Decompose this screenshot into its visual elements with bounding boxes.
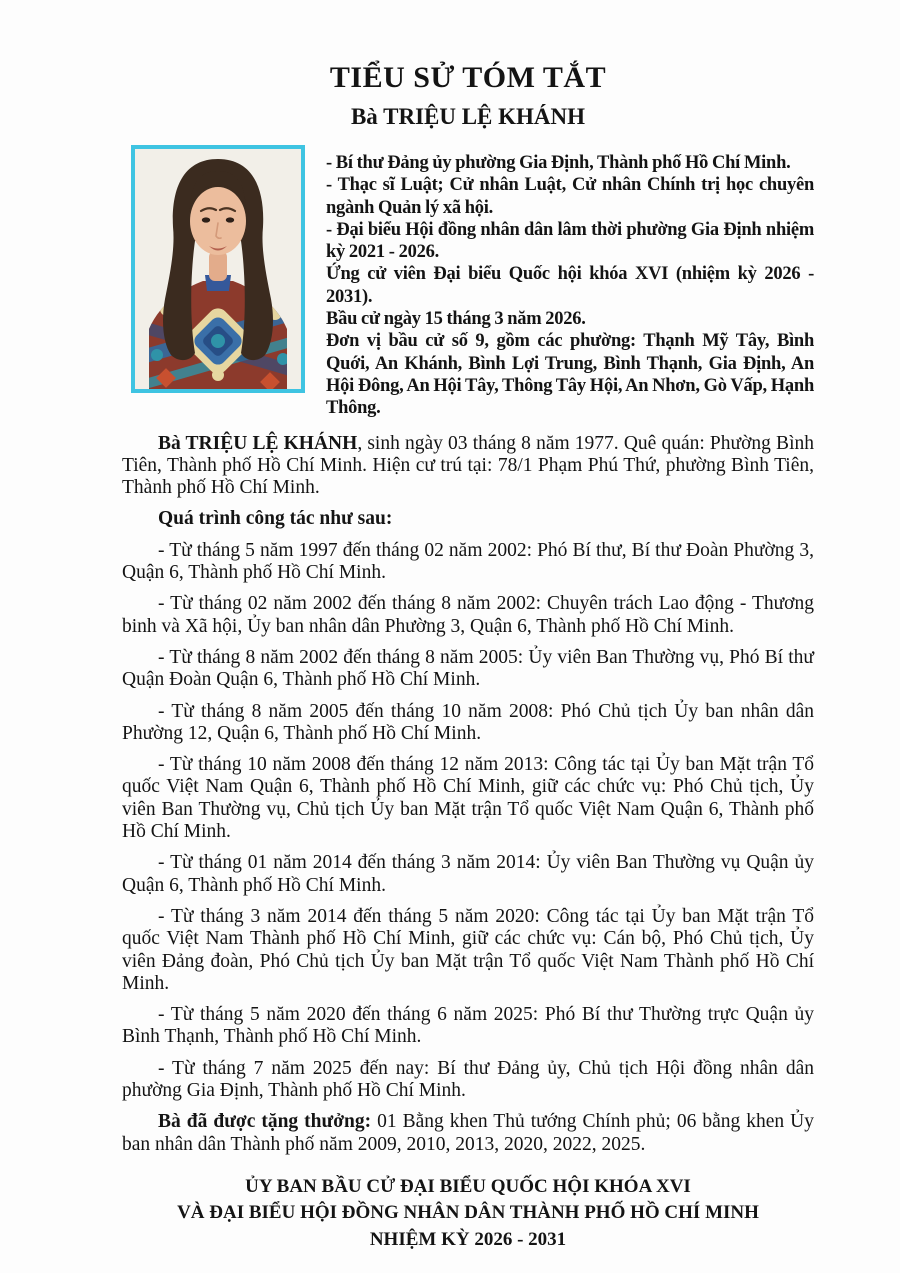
- career-heading: Quá trình công tác như sau:: [158, 508, 393, 530]
- career-entry: - Từ tháng 5 năm 1997 đến tháng 02 năm 2002: Phó Bí thư, Bí thư Đoàn Phường 3, Quận 6, Thành phố Hồ Chí Minh.: [122, 539, 814, 584]
- biography-section: [122, 433, 814, 1156]
- portrait-illustration: [135, 149, 301, 389]
- profile-line: - Thạc sĩ Luật; Cử nhân Luật, Cử nhân Chính trị học chuyên ngành Quản lý xã hội.: [326, 175, 814, 218]
- profile-line: Đơn vị bầu cử số 9, gồm các phường: Thạnh Mỹ Tây, Bình Quới, An Khánh, Bình Lợi Trung, Bình Thạnh, Gia Định, An Hội Đông, An Hội Tây, Thông Tây Hội, An Nhơn, Gò Vấp, Hạnh Thông.: [326, 331, 814, 419]
- footer-line: VÀ ĐẠI BIỂU HỘI ĐỒNG NHÂN DÂN THÀNH PHỐ HỒ CHÍ MINH: [177, 1202, 759, 1224]
- career-entry: - Từ tháng 3 năm 2014 đến tháng 5 năm 2020: Công tác tại Ủy ban Mặt trận Tổ quốc Việt Nam Thành phố Hồ Chí Minh, giữ các chức vụ: Cán bộ, Phó Chủ tịch, Ủy viên Đảng đoàn, Phó Chủ tịch Ủy ban Mặt trận Tổ quốc Việt Nam Thành phố Hồ Chí Minh.: [122, 905, 814, 994]
- career-entry: - Từ tháng 8 năm 2002 đến tháng 8 năm 2005: Ủy viên Ban Thường vụ, Phó Bí thư Quận Đoàn Quận 6, Thành phố Hồ Chí Minh.: [122, 646, 814, 691]
- career-entry: - Từ tháng 5 năm 2020 đến tháng 6 năm 2025: Phó Bí thư Thường trực Quận ủy Bình Thạnh, Thành phố Hồ Chí Minh.: [122, 1004, 814, 1048]
- bio-intro-text: , sinh ngày 03 tháng 8 năm 1977. Quê quán: Phường Bình Tiên, Thành phố Hồ Chí Minh. Hiện cư trú tại: 78/1 Phạm Phú Thứ, phường Bình Tiên, Thành phố Hồ Chí Minh.: [122, 432, 814, 499]
- awards-paragraph: [122, 1111, 814, 1156]
- candidate-photo: [131, 145, 305, 393]
- document-title: TIỂU SỬ TÓM TẮT: [329, 61, 607, 94]
- profile-line: - Bí thư Đảng ủy phường Gia Định, Thành phố Hồ Chí Minh.: [326, 153, 791, 173]
- bio-intro-paragraph: [122, 433, 814, 500]
- profile-line: Bầu cử ngày 15 tháng 3 năm 2026.: [326, 309, 586, 330]
- footer-line: ỦY BAN BẦU CỬ ĐẠI BIỂU QUỐC HỘI KHÓA XVI: [245, 1175, 691, 1197]
- career-entry: - Từ tháng 01 năm 2014 đến tháng 3 năm 2014: Ủy viên Ban Thường vụ Quận ủy Quận 6, Thành phố Hồ Chí Minh.: [122, 852, 814, 896]
- career-entry: - Từ tháng 10 năm 2008 đến tháng 12 năm 2013: Công tác tại Ủy ban Mặt trận Tổ quốc Việt Nam Quận 6, Thành phố Hồ Chí Minh, giữ các chức vụ: Phó Chủ tịch, Ủy viên Ban Thường vụ, Chủ tịch Ủy ban Mặt trận Tổ quốc Việt Nam Quận 6, Thành phố Hồ Chí Minh.: [122, 754, 814, 843]
- issuing-committee-footer: [122, 1174, 814, 1254]
- profile-summary: [326, 145, 814, 420]
- profile-line: - Đại biểu Hội đồng nhân dân lâm thời phường Gia Định nhiệm kỳ 2021 - 2026.: [326, 219, 814, 263]
- career-entry: - Từ tháng 02 năm 2002 đến tháng 8 năm 2002: Chuyên trách Lao động - Thương binh và Xã hội, Ủy ban nhân dân Phường 3, Quận 6, Thành phố Hồ Chí Minh.: [122, 593, 814, 637]
- profile-header-section: [122, 145, 814, 420]
- awards-label: Bà đã được tặng thưởng:: [158, 1111, 372, 1133]
- candidate-name-heading: Bà TRIỆU LỆ KHÁNH: [350, 104, 586, 129]
- career-entry: - Từ tháng 7 năm 2025 đến nay: Bí thư Đảng ủy, Chủ tịch Hội đồng nhân dân phường Gia Định, Thành phố Hồ Chí Minh.: [122, 1057, 814, 1101]
- candidate-name-inline: Bà TRIỆU LỆ KHÁNH: [158, 432, 358, 454]
- career-entry: - Từ tháng 8 năm 2005 đến tháng 10 năm 2008: Phó Chủ tịch Ủy ban nhân dân Phường 12, Quận 6, Thành phố Hồ Chí Minh.: [122, 700, 814, 744]
- footer-line: NHIỆM KỲ 2026 - 2031: [369, 1228, 567, 1250]
- awards-text: 01 Bằng khen Thủ tướng Chính phủ; 06 bằng khen Ủy ban nhân dân Thành phố năm 2009, 2010, 2013, 2020, 2022, 2025.: [122, 1111, 814, 1155]
- profile-line: Ứng cử viên Đại biểu Quốc hội khóa XVI (nhiệm kỳ 2026 - 2031).: [326, 264, 814, 307]
